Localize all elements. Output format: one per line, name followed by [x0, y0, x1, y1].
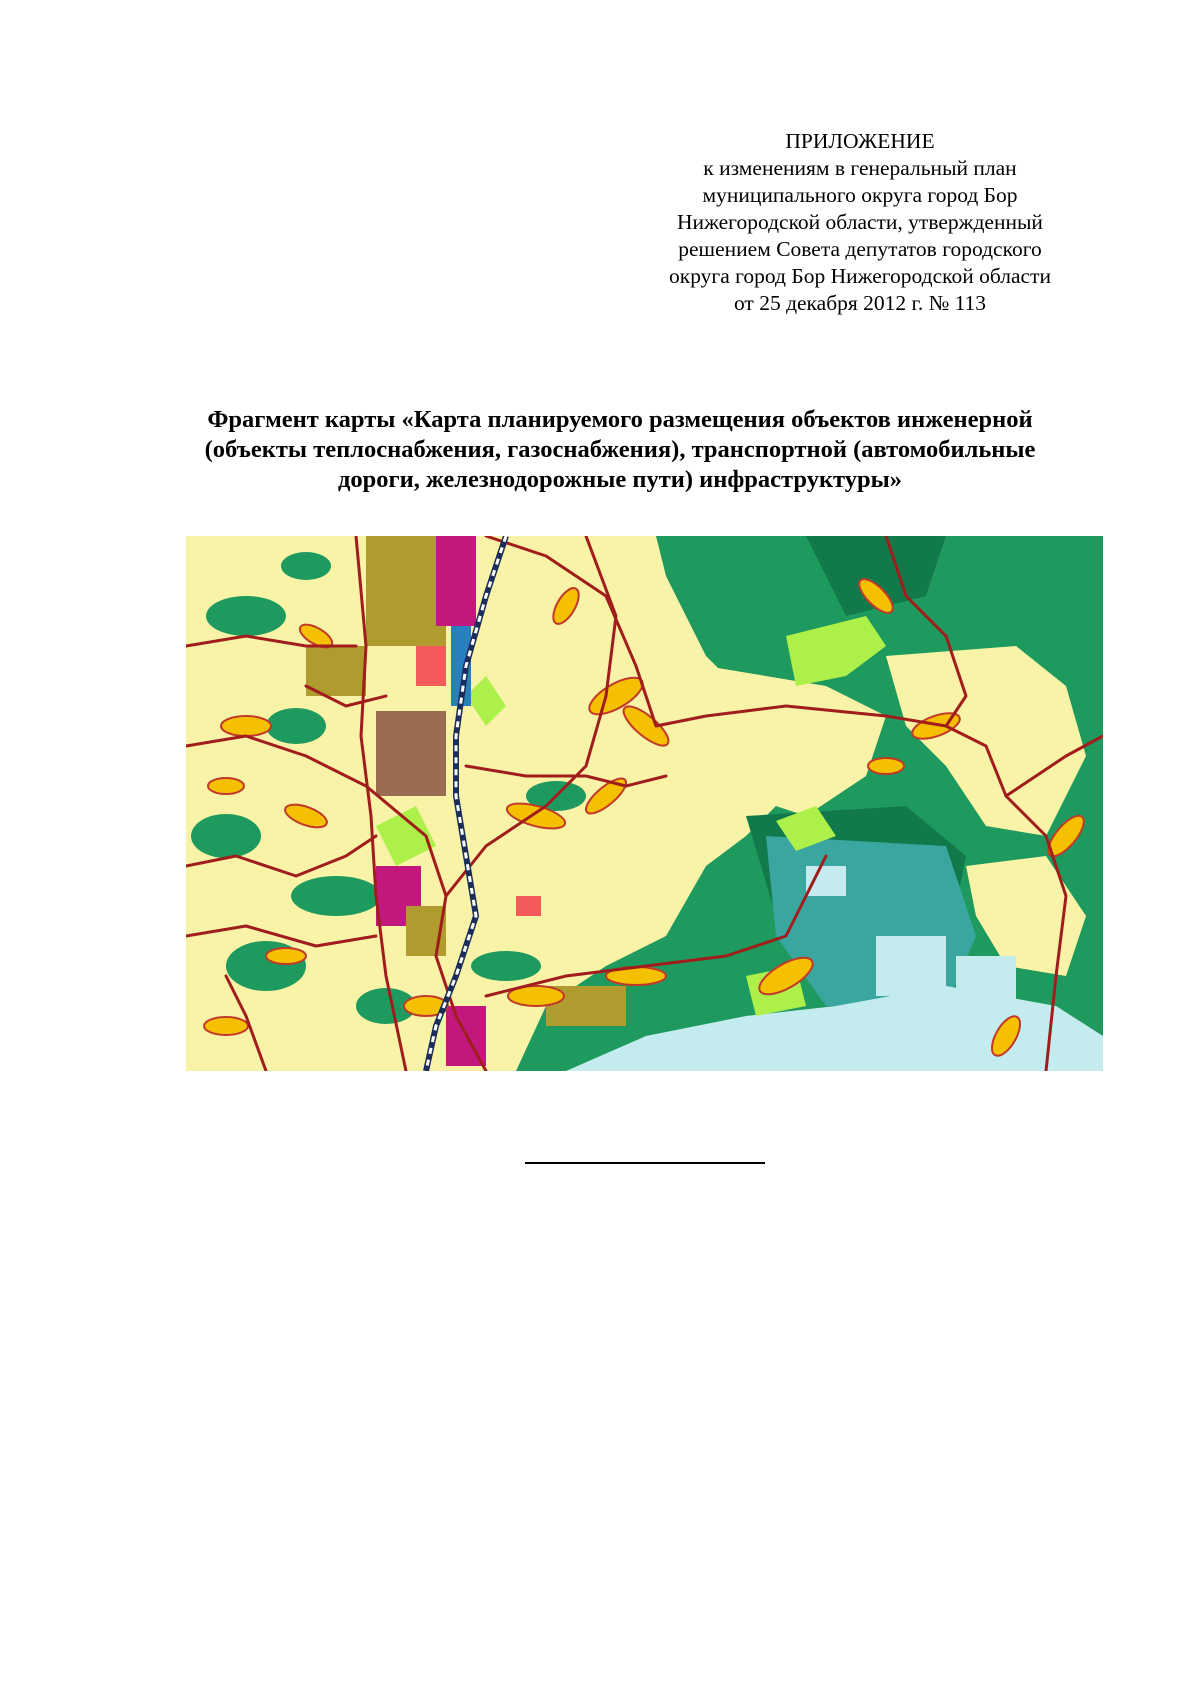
appendix-date-line: от 25 декабря 2012 г. № 113 — [733, 291, 987, 315]
map-forest-patch — [266, 708, 326, 744]
map-settlement — [208, 778, 244, 794]
title-line: (объекты теплоснабжения, газоснабжения), транспортной (автомобильные — [204, 436, 1036, 463]
appendix-line: решением Совета депутатов городского — [678, 237, 1042, 261]
map-olive-zone — [306, 646, 366, 696]
map-forest-patch — [471, 951, 541, 981]
map-olive-zone — [366, 536, 446, 646]
closing-rule — [525, 1162, 765, 1164]
appendix-line: муниципального округа город Бор — [702, 183, 1018, 207]
map-urban-zone — [416, 646, 446, 686]
map-urban-zone — [516, 896, 541, 916]
map-settlement — [868, 758, 904, 774]
map-industrial-block — [876, 936, 946, 996]
appendix-line: к изменениям в генеральный план — [703, 156, 1017, 180]
appendix-line: Нижегородской области, утвержденный — [677, 210, 1043, 234]
title-line: дороги, железнодорожные пути) инфраструктуры» — [337, 466, 903, 493]
map-fragment — [186, 536, 1103, 1071]
map-urban-zone — [436, 536, 476, 626]
map-forest-patch — [291, 876, 381, 916]
appendix-title: ПРИЛОЖЕНИЕ — [785, 129, 935, 153]
map-settlement — [204, 1017, 248, 1035]
map-forest-patch — [281, 552, 331, 580]
map-forest-patch — [191, 814, 261, 858]
map-settlement — [221, 716, 271, 736]
appendix-header — [600, 128, 1120, 317]
map-industrial-block — [956, 956, 1016, 1006]
appendix-line: округа город Бор Нижегородской области — [669, 264, 1051, 288]
document-title — [120, 405, 1120, 495]
title-line: Фрагмент карты «Карта планируемого размещения объектов инженерной — [207, 406, 1033, 433]
map-settlement — [266, 948, 306, 964]
map-image — [186, 536, 1103, 1071]
map-forest-patch — [206, 596, 286, 636]
map-industrial-zone — [376, 711, 446, 796]
